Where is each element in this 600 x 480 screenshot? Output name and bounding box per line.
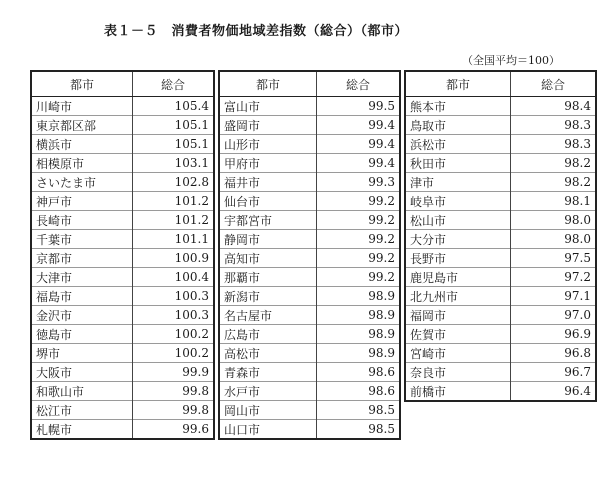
index-tables (30, 70, 597, 440)
city-name-cell: 鳥取市 (405, 116, 511, 135)
index-value-cell: 98.9 (317, 287, 401, 306)
city-name-cell: 甲府市 (219, 154, 317, 173)
table-row (31, 135, 214, 154)
index-value-cell: 102.8 (133, 173, 215, 192)
index-value-cell: 100.4 (133, 268, 215, 287)
index-value-cell: 100.3 (133, 287, 215, 306)
table-row (31, 382, 214, 401)
city-name-cell: 盛岡市 (219, 116, 317, 135)
city-name-cell: 京都市 (31, 249, 133, 268)
index-value-cell: 99.8 (133, 382, 215, 401)
index-value-cell: 99.2 (317, 268, 401, 287)
city-name-cell: 青森市 (219, 363, 317, 382)
index-value-cell: 100.2 (133, 325, 215, 344)
column-header-index: 総合 (317, 71, 401, 97)
index-value-cell: 105.1 (133, 135, 215, 154)
index-value-cell: 101.2 (133, 192, 215, 211)
city-name-cell: 広島市 (219, 325, 317, 344)
city-name-cell: 札幌市 (31, 420, 133, 440)
table-row (31, 211, 214, 230)
city-name-cell: 静岡市 (219, 230, 317, 249)
table-row (405, 363, 596, 382)
header-row (219, 71, 400, 97)
index-value-cell: 96.9 (511, 325, 597, 344)
table-row (405, 306, 596, 325)
table-row (405, 287, 596, 306)
table-row (31, 401, 214, 420)
header-row (405, 71, 596, 97)
city-name-cell: 相模原市 (31, 154, 133, 173)
table-row (219, 420, 400, 440)
city-name-cell: 松江市 (31, 401, 133, 420)
table-row (31, 230, 214, 249)
city-name-cell: 福井市 (219, 173, 317, 192)
city-name-cell: 高知市 (219, 249, 317, 268)
table-row (405, 192, 596, 211)
column-header-city: 都市 (405, 71, 511, 97)
city-name-cell: 浜松市 (405, 135, 511, 154)
index-value-cell: 97.1 (511, 287, 597, 306)
city-name-cell: 前橋市 (405, 382, 511, 402)
city-name-cell: 鹿児島市 (405, 268, 511, 287)
index-value-cell: 98.2 (511, 173, 597, 192)
index-value-cell: 97.0 (511, 306, 597, 325)
index-value-cell: 97.5 (511, 249, 597, 268)
city-name-cell: 仙台市 (219, 192, 317, 211)
index-value-cell: 105.1 (133, 116, 215, 135)
table-row (219, 344, 400, 363)
table-row (405, 230, 596, 249)
index-value-cell: 98.9 (317, 306, 401, 325)
table-row (219, 97, 400, 116)
table-row (219, 268, 400, 287)
table-row (405, 211, 596, 230)
index-value-cell: 105.4 (133, 97, 215, 116)
index-value-cell: 100.9 (133, 249, 215, 268)
index-value-cell: 98.0 (511, 230, 597, 249)
city-name-cell: 富山市 (219, 97, 317, 116)
index-value-cell: 98.3 (511, 135, 597, 154)
index-value-cell: 96.8 (511, 344, 597, 363)
city-name-cell: 横浜市 (31, 135, 133, 154)
city-name-cell: 宇都宮市 (219, 211, 317, 230)
index-value-cell: 98.0 (511, 211, 597, 230)
city-name-cell: 新潟市 (219, 287, 317, 306)
city-name-cell: 長野市 (405, 249, 511, 268)
index-value-cell: 99.9 (133, 363, 215, 382)
index-value-cell: 96.4 (511, 382, 597, 402)
city-name-cell: 川崎市 (31, 97, 133, 116)
table-row (219, 135, 400, 154)
index-value-cell: 99.3 (317, 173, 401, 192)
table-row (405, 97, 596, 116)
index-value-cell: 100.3 (133, 306, 215, 325)
index-value-cell: 103.1 (133, 154, 215, 173)
city-name-cell: 宮崎市 (405, 344, 511, 363)
index-value-cell: 98.9 (317, 344, 401, 363)
column-header-city: 都市 (31, 71, 133, 97)
table-row (405, 154, 596, 173)
column-header-city: 都市 (219, 71, 317, 97)
header-row (31, 71, 214, 97)
index-value-cell: 99.4 (317, 116, 401, 135)
city-name-cell: 岡山市 (219, 401, 317, 420)
city-name-cell: 大津市 (31, 268, 133, 287)
table-row (219, 192, 400, 211)
table-row (405, 344, 596, 363)
table-row (405, 173, 596, 192)
column-header-index: 総合 (511, 71, 597, 97)
index-value-cell: 99.4 (317, 154, 401, 173)
city-index-table-2 (218, 70, 401, 440)
city-name-cell: 北九州市 (405, 287, 511, 306)
table-title: 表１－５ 消費者物価地域差指数（総合）（都市） (104, 24, 409, 39)
table-row (31, 154, 214, 173)
city-name-cell: 神戸市 (31, 192, 133, 211)
table-row (219, 363, 400, 382)
index-value-cell: 99.6 (133, 420, 215, 440)
city-name-cell: 秋田市 (405, 154, 511, 173)
city-name-cell: 徳島市 (31, 325, 133, 344)
table-row (219, 249, 400, 268)
index-value-cell: 99.2 (317, 230, 401, 249)
index-value-cell: 99.2 (317, 192, 401, 211)
city-name-cell: 水戸市 (219, 382, 317, 401)
city-name-cell: 福岡市 (405, 306, 511, 325)
index-value-cell: 96.7 (511, 363, 597, 382)
city-name-cell: 東京都区部 (31, 116, 133, 135)
city-name-cell: 山口市 (219, 420, 317, 440)
city-name-cell: さいたま市 (31, 173, 133, 192)
table-row (31, 420, 214, 440)
column-header-index: 総合 (133, 71, 215, 97)
table-row (31, 268, 214, 287)
table-row (31, 97, 214, 116)
table-row (31, 363, 214, 382)
index-value-cell: 100.2 (133, 344, 215, 363)
table-row (31, 287, 214, 306)
table-row (31, 173, 214, 192)
city-name-cell: 佐賀市 (405, 325, 511, 344)
table-row (219, 382, 400, 401)
city-name-cell: 大阪市 (31, 363, 133, 382)
index-value-cell: 98.3 (511, 116, 597, 135)
index-value-cell: 97.2 (511, 268, 597, 287)
city-name-cell: 大分市 (405, 230, 511, 249)
table-row (219, 401, 400, 420)
table-row (405, 325, 596, 344)
index-value-cell: 101.1 (133, 230, 215, 249)
table-row (219, 173, 400, 192)
city-name-cell: 山形市 (219, 135, 317, 154)
index-value-cell: 98.1 (511, 192, 597, 211)
city-name-cell: 名古屋市 (219, 306, 317, 325)
table-row (31, 249, 214, 268)
table-row (405, 382, 596, 402)
table-row (405, 268, 596, 287)
index-value-cell: 99.2 (317, 249, 401, 268)
table-row (219, 154, 400, 173)
city-index-table-3 (404, 70, 597, 402)
index-value-cell: 99.5 (317, 97, 401, 116)
table-row (31, 344, 214, 363)
index-value-cell: 99.4 (317, 135, 401, 154)
city-name-cell: 千葉市 (31, 230, 133, 249)
base-note: （全国平均＝100） (462, 54, 560, 67)
index-value-cell: 98.5 (317, 420, 401, 440)
city-name-cell: 岐阜市 (405, 192, 511, 211)
table-row (219, 230, 400, 249)
index-value-cell: 98.9 (317, 325, 401, 344)
table-row (219, 287, 400, 306)
table-row (31, 306, 214, 325)
index-value-cell: 99.8 (133, 401, 215, 420)
table-row (219, 211, 400, 230)
table-row (405, 116, 596, 135)
table-row (31, 116, 214, 135)
index-value-cell: 98.2 (511, 154, 597, 173)
city-name-cell: 堺市 (31, 344, 133, 363)
table-row (31, 325, 214, 344)
index-value-cell: 101.2 (133, 211, 215, 230)
table-row (31, 192, 214, 211)
city-name-cell: 津市 (405, 173, 511, 192)
table-row (405, 249, 596, 268)
city-name-cell: 和歌山市 (31, 382, 133, 401)
table-row (219, 116, 400, 135)
index-value-cell: 98.6 (317, 363, 401, 382)
table-row (405, 135, 596, 154)
city-name-cell: 熊本市 (405, 97, 511, 116)
city-name-cell: 高松市 (219, 344, 317, 363)
index-value-cell: 98.6 (317, 382, 401, 401)
city-name-cell: 長崎市 (31, 211, 133, 230)
city-index-table-1 (30, 70, 215, 440)
city-name-cell: 松山市 (405, 211, 511, 230)
city-name-cell: 福島市 (31, 287, 133, 306)
table-row (219, 306, 400, 325)
index-value-cell: 98.4 (511, 97, 597, 116)
city-name-cell: 奈良市 (405, 363, 511, 382)
table-row (219, 325, 400, 344)
index-value-cell: 98.5 (317, 401, 401, 420)
city-name-cell: 金沢市 (31, 306, 133, 325)
index-value-cell: 99.2 (317, 211, 401, 230)
city-name-cell: 那覇市 (219, 268, 317, 287)
